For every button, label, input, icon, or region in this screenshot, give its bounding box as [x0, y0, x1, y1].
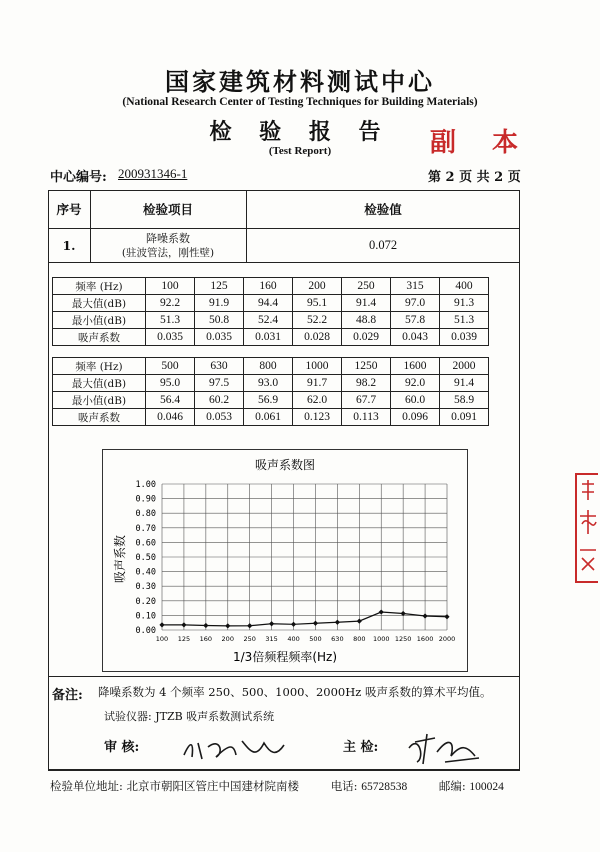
- table-cell: 50.8: [195, 312, 244, 329]
- reviewer-label: 审 核:: [104, 740, 140, 755]
- table-cell: 250: [342, 278, 391, 295]
- x-tick-label: 400: [287, 635, 300, 643]
- table-cell: 62.0: [293, 392, 342, 409]
- instrument-text: 试验仪器: JTZB 吸声系数测试系统: [104, 710, 275, 723]
- row-label: 频率 (Hz): [53, 358, 146, 375]
- table-cell: 92.2: [146, 295, 195, 312]
- y-axis-label: 吸声系数: [113, 534, 127, 584]
- x-tick-label: 125: [177, 635, 191, 643]
- table-cell: 0.039: [440, 329, 489, 346]
- table-cell: 97.0: [391, 295, 440, 312]
- x-tick-label: 200: [221, 635, 234, 643]
- table-cell: 315: [391, 278, 440, 295]
- table-cell: 400: [440, 278, 489, 295]
- x-tick-label: 1250: [394, 635, 412, 643]
- row-label: 最小值(dB): [53, 312, 146, 329]
- table-cell: 67.7: [342, 392, 391, 409]
- notes-text: 降噪系数为 4 个频率 250、500、1000、2000Hz 吸声系数的算术平均值。: [98, 685, 492, 699]
- x-tick-label: 500: [309, 635, 322, 643]
- divider: [48, 262, 520, 263]
- col-item-header: 检验项目: [142, 202, 193, 217]
- frequency-table-2: [52, 357, 489, 426]
- table-cell: 0.029: [342, 329, 391, 346]
- table-cell: 0.031: [244, 329, 293, 346]
- table-cell: 56.9: [244, 392, 293, 409]
- table-cell: 51.3: [440, 312, 489, 329]
- table-cell: 1000: [293, 358, 342, 375]
- table-row: [53, 329, 489, 346]
- table-cell: 1600: [391, 358, 440, 375]
- x-tick-label: 100: [155, 635, 169, 643]
- y-tick-label: 0.20: [135, 596, 156, 607]
- x-tick-label: 1000: [372, 635, 390, 643]
- x-tick-label: 160: [199, 635, 213, 643]
- footer: [50, 778, 504, 794]
- row-label: 最小值(dB): [53, 392, 146, 409]
- chart-grid: [162, 484, 447, 630]
- table-row: [53, 312, 489, 329]
- inspector-signature: [405, 728, 485, 768]
- copy-stamp: 副本: [430, 128, 555, 158]
- y-tick-label: 0.10: [135, 611, 156, 622]
- center-number-value: 200931346-1: [118, 166, 188, 181]
- x-tick-label: 1600: [416, 635, 434, 643]
- x-axis-label: 1/3倍频程频率(Hz): [233, 650, 337, 664]
- table-cell: 0.035: [146, 329, 195, 346]
- page-info: 第 2 页 共 2 页: [428, 170, 521, 185]
- table-cell: 52.4: [244, 312, 293, 329]
- table-cell: 125: [195, 278, 244, 295]
- row-seq: 1.: [62, 237, 76, 253]
- table-cell: 97.5: [195, 375, 244, 392]
- center-title-cn: 国家建筑材料测试中心: [165, 67, 435, 96]
- table-cell: 0.035: [195, 329, 244, 346]
- phone-label: 电话:: [330, 779, 358, 793]
- table-cell: 60.2: [195, 392, 244, 409]
- x-tick-label: 2000: [438, 635, 456, 643]
- table-cell: 100: [146, 278, 195, 295]
- table-cell: 92.0: [391, 375, 440, 392]
- y-tick-label: 0.70: [135, 523, 156, 534]
- table-cell: 91.4: [342, 295, 391, 312]
- data-point: [379, 609, 384, 614]
- report-title-en: (Test Report): [268, 145, 332, 157]
- row-value: 0.072: [368, 237, 398, 252]
- postcode-value: 100024: [469, 781, 504, 793]
- frequency-table-1: [52, 277, 489, 346]
- table-cell: 0.113: [342, 409, 391, 426]
- data-point: [422, 613, 427, 618]
- reviewer-signature: [180, 733, 290, 763]
- row-label: 最大值(dB): [53, 295, 146, 312]
- table-cell: 0.043: [391, 329, 440, 346]
- y-tick-label: 0.30: [135, 582, 156, 593]
- table-cell: 800: [244, 358, 293, 375]
- table-cell: 98.2: [342, 375, 391, 392]
- table-cell: 52.2: [293, 312, 342, 329]
- y-tick-label: 0.60: [135, 538, 156, 549]
- y-tick-label: 1.00: [135, 480, 156, 490]
- row-item-line2: (驻波管法，刚性壁): [121, 247, 215, 259]
- center-number-label: 中心编号:: [50, 170, 107, 185]
- report-title-cn: 检 验 报 告: [209, 119, 391, 145]
- table-cell: 93.0: [244, 375, 293, 392]
- divider: [48, 676, 520, 677]
- table-cell: 60.0: [391, 392, 440, 409]
- table-row: [53, 409, 489, 426]
- row-label: 频率 (Hz): [53, 278, 146, 295]
- table-cell: 91.4: [440, 375, 489, 392]
- y-tick-label: 0.80: [135, 509, 156, 520]
- table-row: [53, 358, 489, 375]
- table-cell: 0.053: [195, 409, 244, 426]
- table-cell: 160: [244, 278, 293, 295]
- table-cell: 0.028: [293, 329, 342, 346]
- table-cell: 91.7: [293, 375, 342, 392]
- col-value-header: 检验值: [364, 202, 402, 217]
- chart-title: 吸声系数图: [254, 458, 316, 472]
- notes-label: 备注:: [52, 688, 83, 703]
- row-label: 吸声系数: [53, 329, 146, 346]
- row-label: 吸声系数: [53, 409, 146, 426]
- data-point: [247, 623, 252, 628]
- table-cell: 2000: [440, 358, 489, 375]
- table-cell: 95.1: [293, 295, 342, 312]
- table-cell: 0.046: [146, 409, 195, 426]
- data-point: [159, 622, 164, 627]
- footer-divider: [48, 770, 520, 771]
- table-cell: 56.4: [146, 392, 195, 409]
- postcode-label: 邮编:: [438, 779, 466, 793]
- row-label: 最大值(dB): [53, 375, 146, 392]
- x-tick-label: 315: [265, 635, 278, 643]
- data-point: [181, 622, 186, 627]
- absorption-chart: [102, 449, 468, 672]
- table-cell: 91.3: [440, 295, 489, 312]
- y-tick-label: 0.00: [135, 626, 156, 636]
- phone-value: 65728538: [361, 781, 408, 793]
- x-tick-labels: [156, 635, 455, 643]
- data-point: [335, 620, 340, 625]
- table-cell: 94.4: [244, 295, 293, 312]
- table-cell: 51.3: [146, 312, 195, 329]
- address-label: 检验单位地址:: [50, 779, 123, 793]
- data-point: [203, 623, 208, 628]
- data-point: [313, 621, 318, 626]
- table-cell: 200: [293, 278, 342, 295]
- table-row: [53, 278, 489, 295]
- table-cell: 48.8: [342, 312, 391, 329]
- data-point: [357, 618, 362, 623]
- data-point: [444, 614, 449, 619]
- table-row: [53, 295, 489, 312]
- x-tick-label: 800: [353, 635, 366, 643]
- table-cell: 57.8: [391, 312, 440, 329]
- table-cell: 0.096: [391, 409, 440, 426]
- address-value: 北京市朝阳区管庄中国建材院南楼: [126, 779, 300, 793]
- y-tick-labels: [136, 480, 156, 636]
- table-cell: 58.9: [440, 392, 489, 409]
- y-tick-label: 0.50: [135, 553, 156, 563]
- table-cell: 630: [195, 358, 244, 375]
- col-seq-header: 序号: [56, 202, 82, 217]
- data-point: [291, 622, 296, 627]
- center-title-en: (National Research Center of Testing Techniques for Building Materials): [122, 96, 478, 108]
- seam-seal-stamp: [568, 470, 600, 590]
- table-row: [53, 375, 489, 392]
- data-point: [269, 621, 274, 626]
- inspector-label: 主 检:: [343, 740, 379, 755]
- table-cell: 91.9: [195, 295, 244, 312]
- table-cell: 500: [146, 358, 195, 375]
- data-point: [225, 623, 230, 628]
- table-row: [53, 392, 489, 409]
- y-tick-label: 0.90: [135, 494, 156, 505]
- x-tick-label: 630: [331, 635, 344, 643]
- row-item-line1: 降噪系数: [146, 231, 190, 245]
- table-cell: 0.061: [244, 409, 293, 426]
- table-cell: 1250: [342, 358, 391, 375]
- table-cell: 0.091: [440, 409, 489, 426]
- table-cell: 95.0: [146, 375, 195, 392]
- table-cell: 0.123: [293, 409, 342, 426]
- x-tick-label: 250: [243, 635, 256, 643]
- y-tick-label: 0.40: [135, 567, 156, 578]
